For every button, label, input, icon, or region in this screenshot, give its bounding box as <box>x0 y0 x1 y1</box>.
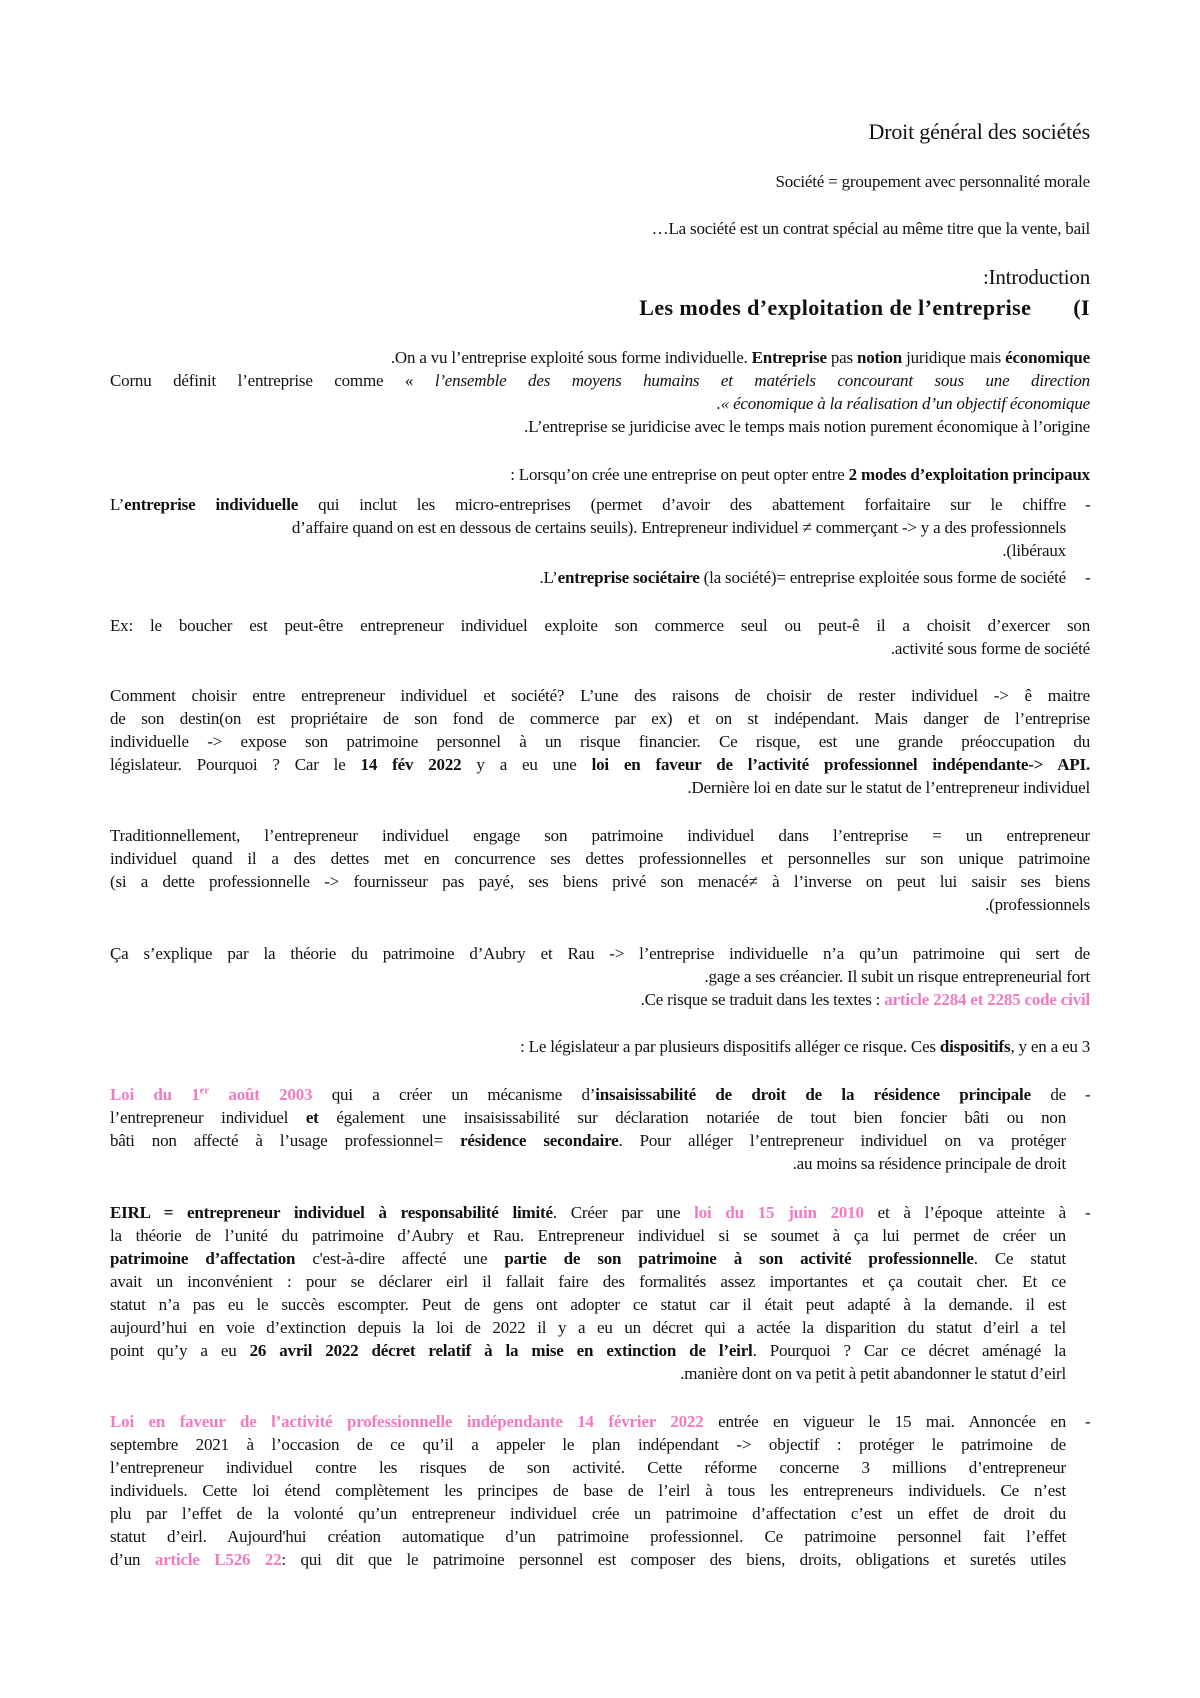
bold-text: loi en faveur de l’activité professionnel indépendante-> API. <box>591 755 1090 774</box>
bold-text: 26 avril 2022 décret relatif à la mise en extinction de l’eirl <box>249 1341 753 1360</box>
section-heading <box>110 296 1090 319</box>
p4-line3: individuelle -> expose son patrimoine personnel à un risque financier. Ce risque, est une grande préoccupation du <box>110 732 1090 751</box>
bold-text: EIRL = entrepreneur individuel à responsabilité limité <box>110 1203 553 1222</box>
bullet1-line1 <box>110 493 1066 516</box>
bullet3-line2 <box>110 1106 1066 1129</box>
p5-line3: (si a dette professionnelle -> fournisseur pas payé, ses biens privé son menacé≠ à l’inverse on peut lui saisir ses biens <box>110 872 1090 891</box>
bullet1-line3: .(libéraux <box>1002 541 1066 560</box>
p6-line1: Ça s’explique par la théorie du patrimoine d’Aubry et Rau -> l’entreprise individuelle n’a qu’un patrimoine qui sert de <box>110 944 1090 963</box>
bold-text: entreprise sociétaire <box>557 568 700 587</box>
law-reference: article 2284 et 2285 code civil <box>884 990 1090 1009</box>
bullet-dash: - <box>1085 1412 1091 1431</box>
p4-line2: de son destin(on est propriétaire de son fond de commerce par ex) et on st indépendant. Mais danger de l’entreprise <box>110 709 1090 728</box>
text: . Pourquoi ? Car ce décret aménagé la <box>752 1341 1066 1360</box>
bullet4-line1 <box>110 1201 1066 1224</box>
text: Cornu définit l’entreprise comme « <box>110 371 435 390</box>
text: : qui dit que le patrimoine personnel est composer des biens, droits, obligations et suretés utiles <box>281 1550 1066 1569</box>
bullet5-line3: l’entrepreneur individuel contre les risques de son activité. Cette réforme concerne 3 millions d’entrepreneur <box>110 1458 1066 1477</box>
p3-line2: .activité sous forme de société <box>890 639 1090 658</box>
bold-text: et <box>305 1108 319 1127</box>
bullet5-line2: septembre 2021 à l’occasion de ce qu’il a appeler le plan indépendant -> objectif : protéger le patrimoine de <box>110 1435 1066 1454</box>
bullet-dash: - <box>1085 568 1091 587</box>
bullet3-line4: .au moins sa résidence principale de droit <box>792 1154 1066 1173</box>
bold-text: 2 modes d’exploitation principaux <box>848 465 1090 484</box>
text: entrée en vigueur le 15 mai. Annoncée en <box>703 1412 1066 1431</box>
bullet-dash: - <box>1085 1203 1091 1222</box>
p1-line4: .L’entreprise se juridicise avec le temps mais notion purement économique à l’origine <box>524 417 1090 436</box>
bold-text: Entreprise <box>751 348 827 367</box>
bullet5-line6: statut d’eirl. Aujourd'hui création automatique d’un patrimoine professionnel. Ce patrimoine personnel fait l’effet <box>110 1527 1066 1546</box>
text: .L’ <box>539 568 558 587</box>
bullet3-line3 <box>110 1129 1066 1152</box>
doc-title: Droit général des sociétés <box>868 119 1090 144</box>
bold-text: entreprise individuelle <box>124 495 299 514</box>
bullet2-line <box>110 566 1066 589</box>
text: législateur. Pourquoi ? Car le <box>110 755 361 774</box>
text: d’un <box>110 1550 155 1569</box>
text: également une insaisissabilité sur déclaration notariée de tout bien foncier bâti ou non <box>318 1108 1066 1127</box>
bullet5-line7 <box>110 1548 1066 1571</box>
text: : Le législateur a par plusieurs dispositifs alléger ce risque. Ces <box>520 1037 940 1056</box>
law-reference: Loi en faveur de l’activité professionnelle indépendante 14 février 2022 <box>110 1412 704 1431</box>
bullet5-line4: individuels. Cette loi étend complètement les principes de base de l’eirl à tous les entrepreneurs individuels. Ce n’est <box>110 1481 1066 1500</box>
bullet5-line5: plu par l’effet de la volonté qu’un entrepreneur individuel crée un patrimoine d’affectation c’est un effet de droit du <box>110 1504 1066 1523</box>
text: qui inclut les micro-entreprises (permet d’avoir des abattement forfaitaire sur le chiffre <box>298 495 1066 514</box>
text: (la société)= entreprise exploitée sous forme de société <box>699 568 1066 587</box>
law-reference: article L526 22 <box>154 1550 282 1569</box>
text: bâti non affecté à l’usage professionnel= <box>110 1131 461 1150</box>
text: point qu’y a eu <box>110 1341 250 1360</box>
p6-line3 <box>110 988 1090 1011</box>
bullet4-line2: la théorie de l’unité du patrimoine d’Aubry et Rau. Entrepreneur individuel si se soumet à ça lui permet de créer un <box>110 1226 1066 1245</box>
bold-text: résidence secondaire <box>460 1131 619 1150</box>
p2-line <box>110 463 1090 486</box>
p1-line1 <box>110 346 1090 369</box>
text: qui a créer un mécanisme d’ <box>312 1085 596 1104</box>
text: de <box>1030 1085 1066 1104</box>
bullet3-line1 <box>110 1083 1066 1106</box>
text: .On a vu l’entreprise exploité sous forme individuelle. <box>390 348 752 367</box>
bullet4-line4: avait un inconvénient : pour se déclarer eirl il fallait faire des formalités assez importantes et ça coutait cher. Et ce <box>110 1272 1066 1291</box>
law-reference: loi du 15 juin 2010 <box>694 1203 864 1222</box>
p7-line <box>110 1035 1090 1058</box>
p4-line4 <box>110 753 1090 776</box>
bullet4-line8: .manière dont on va petit à petit abandonner le statut d’eirl <box>680 1364 1066 1383</box>
bullet4-line7 <box>110 1339 1066 1362</box>
section-title: Les modes d’exploitation de l’entreprise <box>639 295 1032 320</box>
p4-line5: .Dernière loi en date sur le statut de l’entrepreneur individuel <box>687 778 1090 797</box>
law-reference: Loi du 1 <box>110 1085 200 1104</box>
definition-line: Société = groupement avec personnalité morale <box>775 172 1090 191</box>
text: . Pour alléger l’entrepreneur individuel on va protéger <box>618 1131 1066 1150</box>
bold-text: insaisissabilité de droit de la résidence principale <box>595 1085 1031 1104</box>
superscript: er <box>199 1084 209 1097</box>
bullet1-line2: d’affaire quand on est en dessous de certains seuils). Entrepreneur individuel ≠ commerçant -> y a des professionnels <box>291 518 1066 537</box>
law-reference: août 2003 <box>208 1085 313 1104</box>
text: y a eu une <box>461 755 592 774</box>
bold-text: patrimoine d’affectation <box>110 1249 296 1268</box>
bullet4-line3 <box>110 1247 1066 1270</box>
bold-text: notion <box>856 348 903 367</box>
bold-text: partie de son patrimoine à son activité professionnelle <box>504 1249 974 1268</box>
contract-line: …La société est un contrat spécial au même titre que la vente, bail <box>651 219 1090 238</box>
text: . Créer par une <box>552 1203 695 1222</box>
bold-text: dispositifs <box>939 1037 1011 1056</box>
p1-line2 <box>110 369 1090 392</box>
intro-heading: :Introduction <box>982 265 1090 289</box>
italic-text: l’ensemble des moyens humains et matériels concourant sous une direction <box>434 371 1090 390</box>
bullet-dash: - <box>1085 1085 1091 1104</box>
bullet4-line6: aujourd’hui en voie d’extinction depuis la loi de 2022 il y a eu un décret qui a actée la disparition du statut d’eirl a tel <box>110 1318 1066 1337</box>
text: pas <box>826 348 857 367</box>
text: juridique mais <box>902 348 1006 367</box>
text: c'est-à-dire affecté une <box>295 1249 505 1268</box>
p5-line1: Traditionnellement, l’entrepreneur individuel engage son patrimoine individuel dans l’entreprise = un entrepreneur <box>110 826 1090 845</box>
text: .Ce risque se traduit dans les textes : <box>640 990 885 1009</box>
text: : Lorsqu’on crée une entreprise on peut opter entre <box>510 465 849 484</box>
bullet5-line1 <box>110 1410 1066 1433</box>
p1-line3: .« économique à la réalisation d’un objectif économique <box>716 394 1090 413</box>
text: L’ <box>110 495 125 514</box>
p5-line2: individuel quand il a des dettes met en concurrence ses dettes professionnelles et personnelles sur son unique patrimoine <box>110 849 1090 868</box>
p4-line1: Comment choisir entre entrepreneur individuel et société? L’une des raisons de choisir de rester individuel -> ê maitre <box>110 686 1090 705</box>
bold-text: économique <box>1005 348 1090 367</box>
p3-line1: Ex: le boucher est peut-être entrepreneur individuel exploite son commerce seul ou peut-ê il a choisit d’exercer son <box>110 616 1090 635</box>
p5-line4: .(professionnels <box>985 895 1090 914</box>
bold-text: 14 fév 2022 <box>360 755 462 774</box>
p6-line2: .gage a ses créancier. Il subit un risque entrepreneurial fort <box>704 967 1090 986</box>
text: l’entrepreneur individuel <box>110 1108 306 1127</box>
bullet-dash: - <box>1085 495 1091 514</box>
text: et à l’époque atteinte à <box>863 1203 1066 1222</box>
text: . Ce statut <box>973 1249 1067 1268</box>
bullet4-line5: statut n’a pas eu le succès escompter. Peut de gens ont adopter ce statut car il était peut adapté à la demande. il est <box>110 1295 1066 1314</box>
text: , y en a eu 3 <box>1010 1037 1090 1056</box>
section-number: (I <box>1073 295 1090 320</box>
